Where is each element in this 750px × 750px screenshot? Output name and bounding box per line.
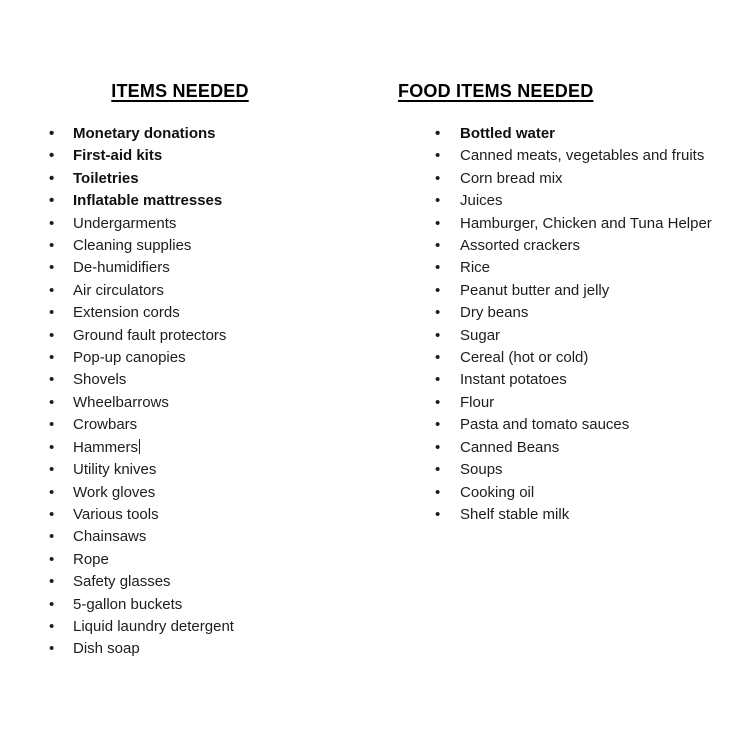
bullet-icon: • xyxy=(49,214,55,232)
item-label: Hammers xyxy=(73,438,139,456)
bullet-icon: • xyxy=(49,595,55,613)
bullet-icon: • xyxy=(49,550,55,568)
list-item xyxy=(398,190,733,212)
list-item xyxy=(47,325,327,347)
item-label: Assorted crackers xyxy=(460,237,581,255)
list-item xyxy=(47,302,327,324)
item-label: Wheelbarrows xyxy=(73,393,169,411)
item-label: Chainsaws xyxy=(73,528,147,546)
list-item xyxy=(47,526,327,548)
list-item xyxy=(47,414,327,436)
list-item xyxy=(398,168,733,190)
bullet-icon: • xyxy=(435,349,441,367)
list-item xyxy=(47,280,327,302)
item-label: Toiletries xyxy=(73,169,139,187)
item-label: Various tools xyxy=(73,505,159,523)
bullet-icon: • xyxy=(49,304,55,322)
item-label: Extension cords xyxy=(73,304,180,322)
item-label: Crowbars xyxy=(73,416,138,434)
list-item xyxy=(47,123,327,145)
item-label: First-aid kits xyxy=(73,147,163,165)
bullet-icon: • xyxy=(435,304,441,322)
bullet-icon: • xyxy=(435,505,441,523)
food-items-needed-list xyxy=(398,123,733,526)
bullet-icon: • xyxy=(435,438,441,456)
list-item xyxy=(47,549,327,571)
items-needed-heading: ITEMS NEEDED xyxy=(111,81,249,101)
bullet-icon: • xyxy=(49,416,55,434)
list-item xyxy=(47,213,327,235)
list-item xyxy=(47,392,327,414)
item-label: Inflatable mattresses xyxy=(73,192,223,210)
bullet-icon: • xyxy=(435,147,441,165)
item-label: Bottled water xyxy=(460,125,556,142)
item-label: Dish soap xyxy=(73,640,140,658)
bullet-icon: • xyxy=(435,461,441,479)
bullet-icon: • xyxy=(49,617,55,635)
list-item xyxy=(398,347,733,369)
item-label: Cleaning supplies xyxy=(73,237,192,255)
item-label: Peanut butter and jelly xyxy=(460,281,610,299)
list-item xyxy=(398,257,733,279)
list-item xyxy=(47,168,327,190)
bullet-icon: • xyxy=(49,461,55,479)
item-label: Sugar xyxy=(460,326,501,344)
bullet-icon: • xyxy=(435,416,441,434)
item-label: Corn bread mix xyxy=(460,169,563,187)
list-item xyxy=(398,459,733,481)
bullet-icon: • xyxy=(49,371,55,389)
item-label: Cooking oil xyxy=(460,483,535,501)
list-item xyxy=(398,145,733,167)
list-item xyxy=(398,123,733,145)
list-item xyxy=(47,257,327,279)
item-label: Pasta and tomato sauces xyxy=(460,416,630,434)
list-item xyxy=(398,504,733,526)
list-item xyxy=(398,235,733,257)
food-items-needed-heading: FOOD ITEMS NEEDED xyxy=(398,81,594,101)
bullet-icon: • xyxy=(435,393,441,411)
bullet-icon: • xyxy=(435,125,441,142)
bullet-icon: • xyxy=(49,393,55,411)
bullet-icon: • xyxy=(49,125,55,142)
items-needed-list xyxy=(47,123,327,661)
text-cursor xyxy=(139,439,140,454)
item-label: Cereal (hot or cold) xyxy=(460,349,589,367)
list-item xyxy=(47,482,327,504)
list-item xyxy=(47,369,327,391)
list-item xyxy=(398,392,733,414)
item-label: Soups xyxy=(460,461,503,479)
bullet-icon: • xyxy=(49,169,55,187)
bullet-icon: • xyxy=(49,326,55,344)
list-item xyxy=(47,235,327,257)
item-label: Rice xyxy=(460,259,491,277)
bullet-icon: • xyxy=(435,169,441,187)
items-needed-column xyxy=(47,80,327,661)
list-item xyxy=(47,459,327,481)
list-item xyxy=(47,145,327,167)
item-label: Liquid laundry detergent xyxy=(73,617,234,635)
item-label: Monetary donations xyxy=(73,125,216,142)
item-label: Flour xyxy=(460,393,495,411)
bullet-icon: • xyxy=(49,573,55,591)
bullet-icon: • xyxy=(435,371,441,389)
bullet-icon: • xyxy=(435,259,441,277)
item-label: Safety glasses xyxy=(73,573,171,591)
bullet-icon: • xyxy=(49,483,55,501)
item-label: Ground fault protectors xyxy=(73,326,227,344)
item-label: De-humidifiers xyxy=(73,259,170,277)
list-item xyxy=(398,325,733,347)
item-label: Instant potatoes xyxy=(460,371,567,389)
bullet-icon: • xyxy=(435,326,441,344)
item-label: Shelf stable milk xyxy=(460,505,570,523)
item-label: Juices xyxy=(460,192,503,210)
food-items-needed-column xyxy=(398,80,733,526)
bullet-icon: • xyxy=(49,281,55,299)
item-label: Utility knives xyxy=(73,461,157,479)
bullet-icon: • xyxy=(435,192,441,210)
bullet-icon: • xyxy=(435,281,441,299)
bullet-icon: • xyxy=(49,505,55,523)
bullet-icon: • xyxy=(49,640,55,658)
list-item xyxy=(47,571,327,593)
list-item xyxy=(398,482,733,504)
item-label: Rope xyxy=(73,550,109,568)
list-item xyxy=(47,190,327,212)
item-label: Air circulators xyxy=(73,281,164,299)
list-item xyxy=(398,369,733,391)
list-item xyxy=(47,616,327,638)
bullet-icon: • xyxy=(49,147,55,165)
bullet-icon: • xyxy=(49,528,55,546)
list-item xyxy=(47,504,327,526)
item-label: Dry beans xyxy=(460,304,529,322)
bullet-icon: • xyxy=(49,237,55,255)
item-label: Pop-up canopies xyxy=(73,349,186,367)
list-item xyxy=(398,437,733,459)
item-label: Canned meats, vegetables and fruits xyxy=(460,147,705,165)
item-label: Shovels xyxy=(73,371,127,389)
bullet-icon: • xyxy=(435,483,441,501)
list-item xyxy=(398,414,733,436)
list-item xyxy=(47,347,327,369)
bullet-icon: • xyxy=(49,259,55,277)
item-label: Undergarments xyxy=(73,214,177,232)
bullet-icon: • xyxy=(435,237,441,255)
list-item xyxy=(47,437,327,459)
item-label: Work gloves xyxy=(73,483,156,501)
bullet-icon: • xyxy=(49,192,55,210)
item-label: Canned Beans xyxy=(460,438,560,456)
item-label: Hamburger, Chicken and Tuna Helper xyxy=(460,214,712,232)
list-item xyxy=(398,302,733,324)
item-label: 5-gallon buckets xyxy=(73,595,183,613)
list-item xyxy=(398,280,733,302)
list-item xyxy=(398,213,733,235)
bullet-icon: • xyxy=(49,438,55,456)
list-item xyxy=(47,638,327,660)
bullet-icon: • xyxy=(49,349,55,367)
bullet-icon: • xyxy=(435,214,441,232)
list-item xyxy=(47,594,327,616)
